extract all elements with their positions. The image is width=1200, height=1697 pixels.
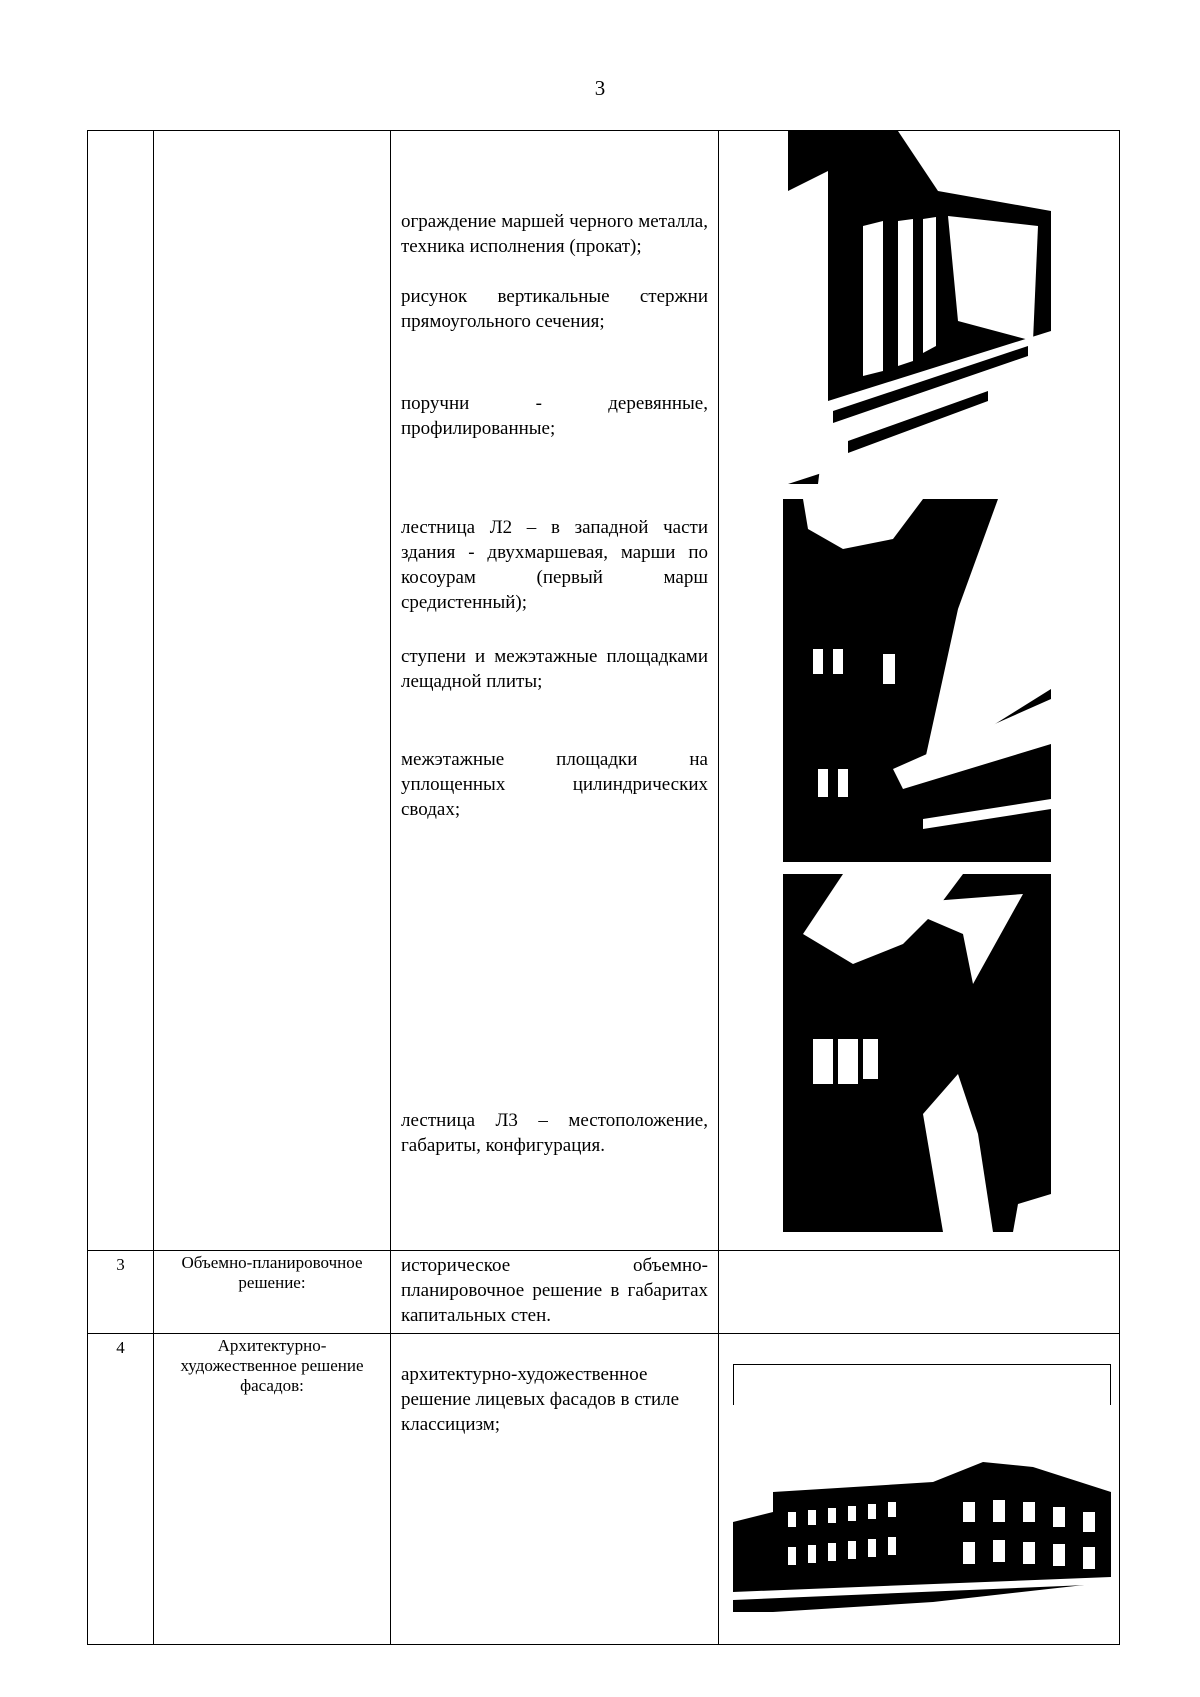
row-photos	[719, 1251, 1120, 1334]
row-number: 4	[88, 1334, 154, 1645]
row-number: 3	[88, 1251, 154, 1334]
staircase-l2-photo	[783, 499, 1051, 862]
row-description: историческое объемно-планировочное решение в габаритах капитальных стен.	[391, 1251, 719, 1334]
staircase-l3-photo	[783, 874, 1051, 1232]
desc-landings: межэтажные площадки на уплощенных цилиндрических сводах;	[401, 749, 708, 820]
row-name: Объемно-планировочное решение:	[154, 1251, 391, 1334]
desc-staircase-l3: лестница Л3 – местоположение, габариты, конфигурация.	[401, 1110, 708, 1156]
desc-railing: ограждение маршей черного металла, техника исполнения (прокат);	[401, 211, 708, 257]
desc-steps: ступени и межэтажные площадками лещадной плиты;	[401, 646, 708, 692]
desc-railing-pattern: рисунок вертикальные стержни прямоугольного сечения;	[401, 286, 708, 332]
facade-photo	[733, 1452, 1111, 1612]
row-name	[154, 131, 391, 1251]
row-description: архитектурно-художественное решение лицевых фасадов в стиле классицизм;	[391, 1334, 719, 1645]
desc-staircase-l2: лестница Л2 – в западной части здания - двухмаршевая, марши по косоурам (первый марш средистенный);	[401, 517, 708, 613]
desc-handrails: поручни - деревянные, профилированные;	[401, 393, 708, 439]
row-photos	[719, 1334, 1120, 1645]
row-photos	[719, 131, 1120, 1251]
row-name: Архитектурно-художественное решение фасадов:	[154, 1334, 391, 1645]
table-row	[88, 131, 1120, 1251]
protection-table	[87, 130, 1120, 1645]
page-number: 3	[594, 76, 606, 100]
table-row	[88, 1334, 1120, 1645]
table-row	[88, 1251, 1120, 1334]
row-number	[88, 131, 154, 1251]
railing-photo	[788, 131, 1051, 484]
photo-frame	[733, 1364, 1111, 1405]
row-description	[391, 131, 719, 1251]
